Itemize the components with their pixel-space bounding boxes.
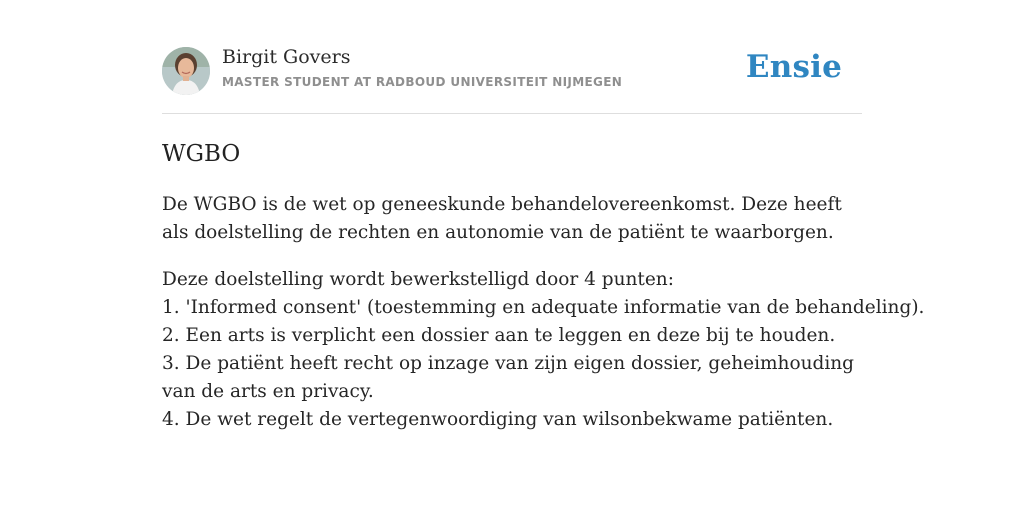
article-paragraph-1: De WGBO is de wet op geneeskunde behandelovereenkomst. Deze heeft als doelstelling de rechten en autonomie van de patiënt te waarborgen. — [162, 194, 842, 243]
card-header — [162, 44, 862, 114]
author-name[interactable]: Birgit Govers — [222, 46, 351, 68]
definition-card — [162, 44, 925, 434]
list-item: 1. 'Informed consent' (toestemming en adequate informatie van de behandeling). — [162, 297, 925, 318]
article-paragraph-2 — [162, 266, 925, 434]
points-intro: Deze doelstelling wordt bewerkstelligd door 4 punten: — [162, 269, 674, 290]
list-item: 4. De wet regelt de vertegenwoordiging van wilsonbekwame patiënten. — [162, 409, 834, 430]
brand-logo[interactable]: Ensie — [745, 49, 842, 85]
avatar[interactable] — [162, 47, 210, 95]
article-title: WGBO — [162, 141, 241, 167]
list-item: 3. De patiënt heeft recht op inzage van zijn eigen dossier, geheimhouding van de arts en privacy. — [162, 353, 855, 402]
author-subtitle: MASTER STUDENT AT RADBOUD UNIVERSITEIT NIJMEGEN — [222, 75, 623, 89]
list-item: 2. Een arts is verplicht een dossier aan te leggen en deze bij te houden. — [162, 325, 836, 346]
avatar-photo — [162, 47, 210, 95]
